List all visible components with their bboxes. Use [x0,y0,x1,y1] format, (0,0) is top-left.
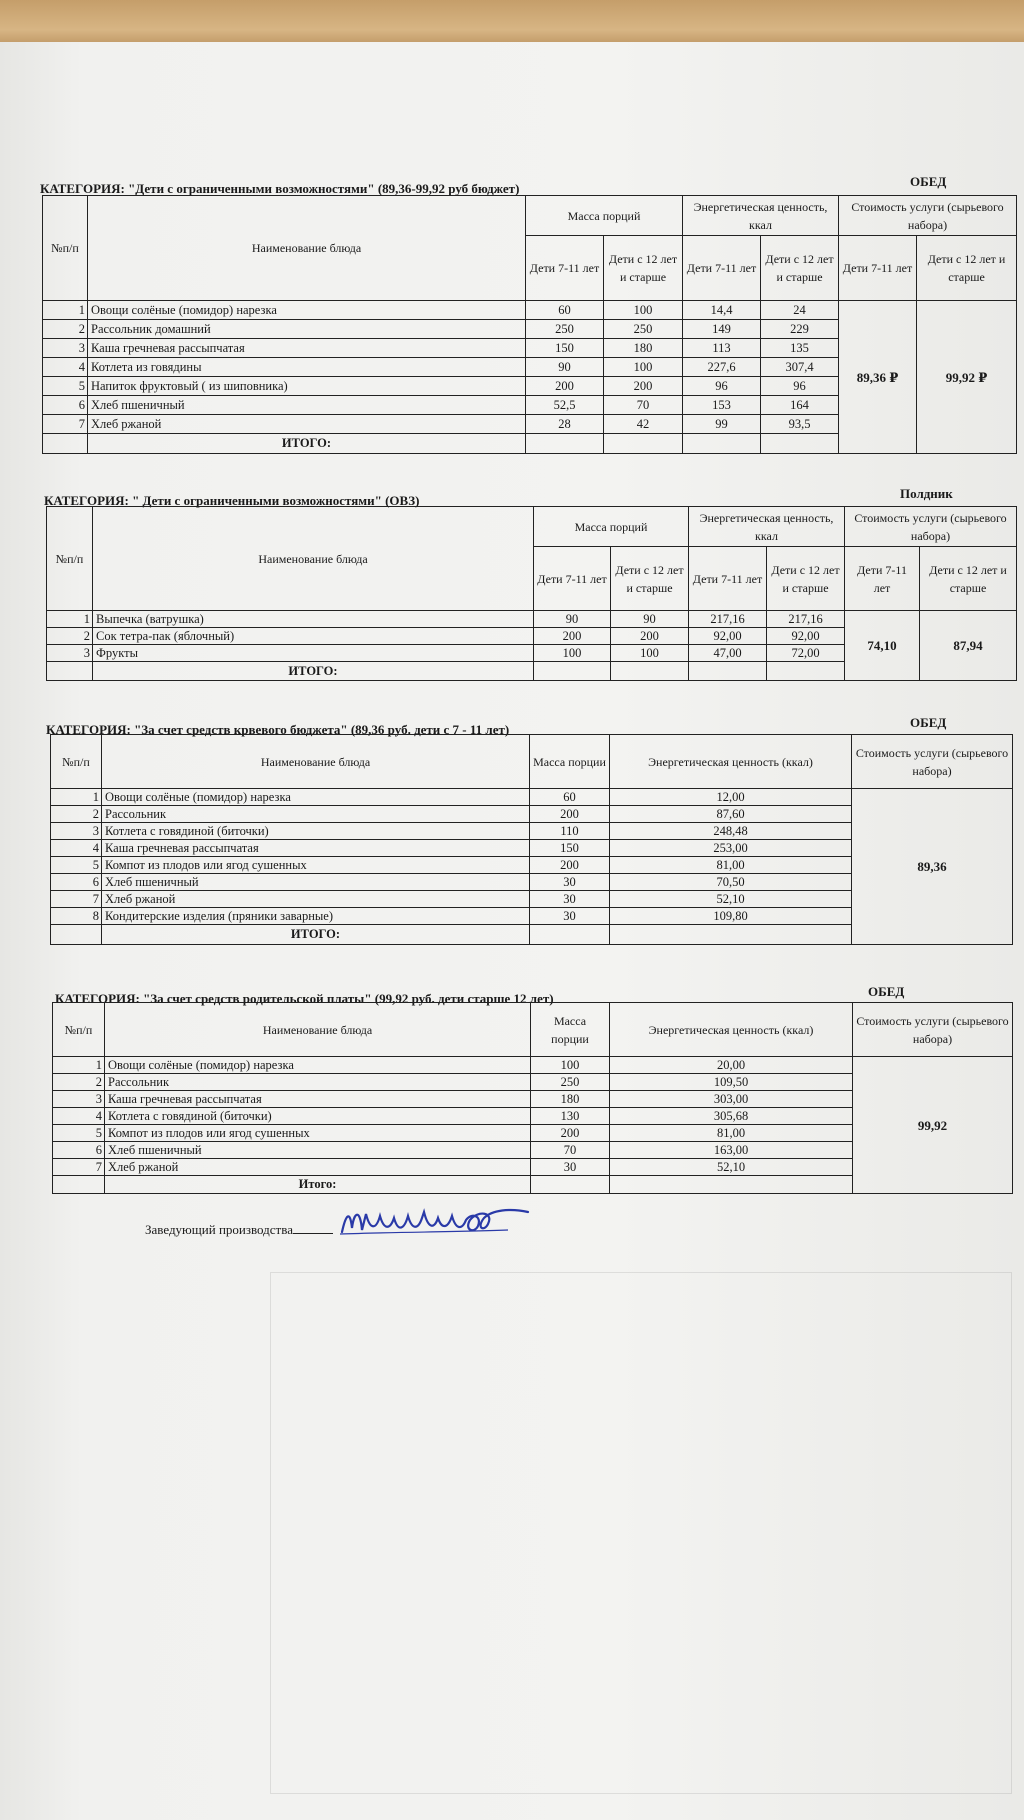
dish-name: Котлета из говядины [88,358,526,377]
row-number: 6 [43,396,88,415]
header-energy: Энергетическая ценность, ккал [683,196,839,236]
dish-name: Хлеб ржаной [102,891,530,908]
energy-age-b: 72,00 [767,645,845,662]
mass: 150 [530,840,610,857]
row-number: 1 [47,611,93,628]
energy: 248,48 [610,823,852,840]
energy: 20,00 [610,1057,853,1074]
dish-name: Каша гречневая рассыпчатая [88,339,526,358]
energy: 109,80 [610,908,852,925]
mass-age-b: 90 [611,611,689,628]
energy-age-a: 96 [683,377,761,396]
mass: 200 [530,806,610,823]
header-energy: Энергетическая ценность, ккал [689,507,845,547]
mass: 30 [530,908,610,925]
header-energy: Энергетическая ценность (ккал) [610,1003,853,1057]
section4-meal: ОБЕД [868,984,905,999]
mass-age-b: 100 [604,358,683,377]
mass-age-a: 90 [534,611,611,628]
energy-age-b: 217,16 [767,611,845,628]
row-number: 7 [53,1159,105,1176]
cost: 99,92 [853,1057,1013,1194]
energy: 253,00 [610,840,852,857]
energy: 109,50 [610,1074,853,1091]
row-number: 7 [51,891,102,908]
dish-name: Каша гречневая рассыпчатая [102,840,530,857]
section2-title: КАТЕГОРИЯ: " Дети с ограниченными возможностями" (ОВЗ) [44,493,420,508]
dish-name: Рассольник [105,1074,531,1091]
empty-cell [526,434,604,454]
dish-name: Фрукты [93,645,534,662]
header-age-a: Дети 7-11 лет [526,236,604,301]
energy: 303,00 [610,1091,853,1108]
mass-age-a: 90 [526,358,604,377]
row-number: 3 [47,645,93,662]
row-number: 3 [51,823,102,840]
empty-cell [689,662,767,681]
total-label: ИТОГО: [102,925,530,945]
empty-cell [611,662,689,681]
mass-age-a: 200 [534,628,611,645]
empty-cell [683,434,761,454]
mass: 60 [530,789,610,806]
table-row [53,1057,1013,1074]
header-num: №п/п [53,1003,105,1057]
row-number: 3 [53,1091,105,1108]
row-number: 4 [43,358,88,377]
energy-age-a: 227,6 [683,358,761,377]
energy: 52,10 [610,891,852,908]
mass: 200 [531,1125,610,1142]
section2-table [46,506,1017,681]
empty-cell [610,1176,853,1194]
dish-name: Котлета с говядиной (биточки) [102,823,530,840]
mass-age-b: 70 [604,396,683,415]
header-energy: Энергетическая ценность (ккал) [610,735,852,789]
table-row [47,611,1017,628]
header-mass: Масса порции [531,1003,610,1057]
energy-age-b: 307,4 [761,358,839,377]
empty-cell [53,1176,105,1194]
dish-name: Овощи солёные (помидор) нарезка [102,789,530,806]
section1-title: КАТЕГОРИЯ: "Дети с ограниченными возможностями" (89,36-99,92 руб бюджет) [40,181,520,196]
header-cost: Стоимость услуги (сырьевого набора) [845,507,1017,547]
cost: 89,36 [852,789,1013,945]
empty-cell [531,1176,610,1194]
row-number: 5 [53,1125,105,1142]
row-number: 2 [51,806,102,823]
header-name: Наименование блюда [102,735,530,789]
row-number: 4 [51,840,102,857]
empty-cell [534,662,611,681]
mass: 130 [531,1108,610,1125]
energy-age-b: 24 [761,301,839,320]
section3-title: КАТЕГОРИЯ: "За счет средств крвевого бюджета" (89,36 руб. дети с 7 - 11 лет) [46,722,510,737]
dish-name: Выпечка (ватрушка) [93,611,534,628]
header-cost: Стоимость услуги (сырьевого набора) [852,735,1013,789]
dish-name: Овощи солёные (помидор) нарезка [105,1057,531,1074]
empty-cell [767,662,845,681]
empty-cell [43,434,88,454]
header-age-b: Дети с 12 лет и старше [917,236,1017,301]
mass-age-b: 100 [611,645,689,662]
row-number: 8 [51,908,102,925]
row-number: 1 [43,301,88,320]
footer-label: Заведующий производства [145,1222,293,1237]
row-number: 1 [51,789,102,806]
section4-title: КАТЕГОРИЯ: "За счет средств родительской платы" (99,92 руб. дети старше 12 лет) [55,991,554,1006]
header-name: Наименование блюда [88,196,526,301]
table-row [43,301,1017,320]
section4-table [52,1002,1013,1194]
empty-cell [761,434,839,454]
mass: 100 [531,1057,610,1074]
header-age-a: Дети 7-11 лет [689,547,767,611]
header-cost: Стоимость услуги (сырьевого набора) [853,1003,1013,1057]
mass-age-b: 100 [604,301,683,320]
energy-age-b: 135 [761,339,839,358]
bleed-through-shadow [270,1272,1012,1794]
header-age-b: Дети с 12 лет и старше [767,547,845,611]
energy-age-b: 92,00 [767,628,845,645]
row-number: 3 [43,339,88,358]
energy-age-a: 149 [683,320,761,339]
cost-age-a: 89,36 ₽ [839,301,917,454]
header-age-b: Дети с 12 лет и старше [761,236,839,301]
energy-age-a: 113 [683,339,761,358]
row-number: 7 [43,415,88,434]
header-num: №п/п [43,196,88,301]
mass: 180 [531,1091,610,1108]
dish-name: Овощи солёные (помидор) нарезка [88,301,526,320]
row-number: 1 [53,1057,105,1074]
dish-name: Напиток фруктовый ( из шиповника) [88,377,526,396]
energy-age-a: 92,00 [689,628,767,645]
dish-name: Компот из плодов или ягод сушенных [102,857,530,874]
underline [293,1222,333,1234]
header-age-a: Дети 7-11 лет [845,547,920,611]
energy: 305,68 [610,1108,853,1125]
header-name: Наименование блюда [105,1003,531,1057]
mass-age-b: 200 [611,628,689,645]
energy: 70,50 [610,874,852,891]
energy-age-a: 99 [683,415,761,434]
energy-age-a: 217,16 [689,611,767,628]
signature-line [145,1222,333,1238]
dish-name: Хлеб пшеничный [105,1142,531,1159]
header-num: №п/п [47,507,93,611]
mass: 30 [530,891,610,908]
dish-name: Каша гречневая рассыпчатая [105,1091,531,1108]
empty-cell [47,662,93,681]
dish-name: Компот из плодов или ягод сушенных [105,1125,531,1142]
dish-name: Сок тетра-пак (яблочный) [93,628,534,645]
energy-age-a: 47,00 [689,645,767,662]
energy-age-b: 229 [761,320,839,339]
section3-table [50,734,1013,945]
total-label: ИТОГО: [93,662,534,681]
dish-name: Хлеб пшеничный [102,874,530,891]
header-cost: Стоимость услуги (сырьевого набора) [839,196,1017,236]
energy: 52,10 [610,1159,853,1176]
dish-name: Хлеб ржаной [105,1159,531,1176]
section3-meal: ОБЕД [910,715,947,730]
row-number: 5 [43,377,88,396]
section2-meal: Полдник [900,486,953,501]
empty-cell [530,925,610,945]
mass-age-a: 28 [526,415,604,434]
section1-table [42,195,1017,454]
header-age-b: Дети с 12 лет и старше [920,547,1017,611]
mass-age-a: 150 [526,339,604,358]
dish-name: Кондитерские изделия (пряники заварные) [102,908,530,925]
dish-name: Рассольник домашний [88,320,526,339]
energy: 81,00 [610,1125,853,1142]
mass-age-b: 200 [604,377,683,396]
header-age-b: Дети с 12 лет и старше [604,236,683,301]
mass-age-a: 60 [526,301,604,320]
header-num: №п/п [51,735,102,789]
empty-cell [604,434,683,454]
cost-age-a: 74,10 [845,611,920,681]
mass-age-b: 250 [604,320,683,339]
header-age-a: Дети 7-11 лет [534,547,611,611]
header-age-a: Дети 7-11 лет [839,236,917,301]
cost-age-b: 99,92 ₽ [917,301,1017,454]
energy-age-b: 96 [761,377,839,396]
mass: 70 [531,1142,610,1159]
row-number: 2 [53,1074,105,1091]
mass: 110 [530,823,610,840]
cost-age-b: 87,94 [920,611,1017,681]
energy-age-b: 93,5 [761,415,839,434]
header-mass: Масса порций [534,507,689,547]
total-label: Итого: [105,1176,531,1194]
mass-age-a: 52,5 [526,396,604,415]
mass: 200 [530,857,610,874]
mass: 30 [530,874,610,891]
header-name: Наименование блюда [93,507,534,611]
dish-name: Хлеб пшеничный [88,396,526,415]
energy-age-a: 14,4 [683,301,761,320]
empty-cell [51,925,102,945]
header-age-b: Дети с 12 лет и старше [611,547,689,611]
dish-name: Рассольник [102,806,530,823]
mass: 250 [531,1074,610,1091]
row-number: 6 [53,1142,105,1159]
dish-name: Котлета с говядиной (биточки) [105,1108,531,1125]
mass-age-a: 200 [526,377,604,396]
empty-cell [610,925,852,945]
total-label: ИТОГО: [88,434,526,454]
row-number: 6 [51,874,102,891]
mass-age-b: 42 [604,415,683,434]
energy: 12,00 [610,789,852,806]
header-mass: Масса порции [530,735,610,789]
mass-age-a: 250 [526,320,604,339]
row-number: 2 [43,320,88,339]
energy: 163,00 [610,1142,853,1159]
section1-meal: ОБЕД [910,174,947,189]
row-number: 2 [47,628,93,645]
mass: 30 [531,1159,610,1176]
energy: 87,60 [610,806,852,823]
table-row [51,789,1013,806]
energy-age-a: 153 [683,396,761,415]
header-age-a: Дети 7-11 лет [683,236,761,301]
row-number: 4 [53,1108,105,1125]
mass-age-b: 180 [604,339,683,358]
mass-age-a: 100 [534,645,611,662]
row-number: 5 [51,857,102,874]
handwritten-signature [338,1202,578,1242]
dish-name: Хлеб ржаной [88,415,526,434]
energy-age-b: 164 [761,396,839,415]
energy: 81,00 [610,857,852,874]
header-mass: Масса порций [526,196,683,236]
